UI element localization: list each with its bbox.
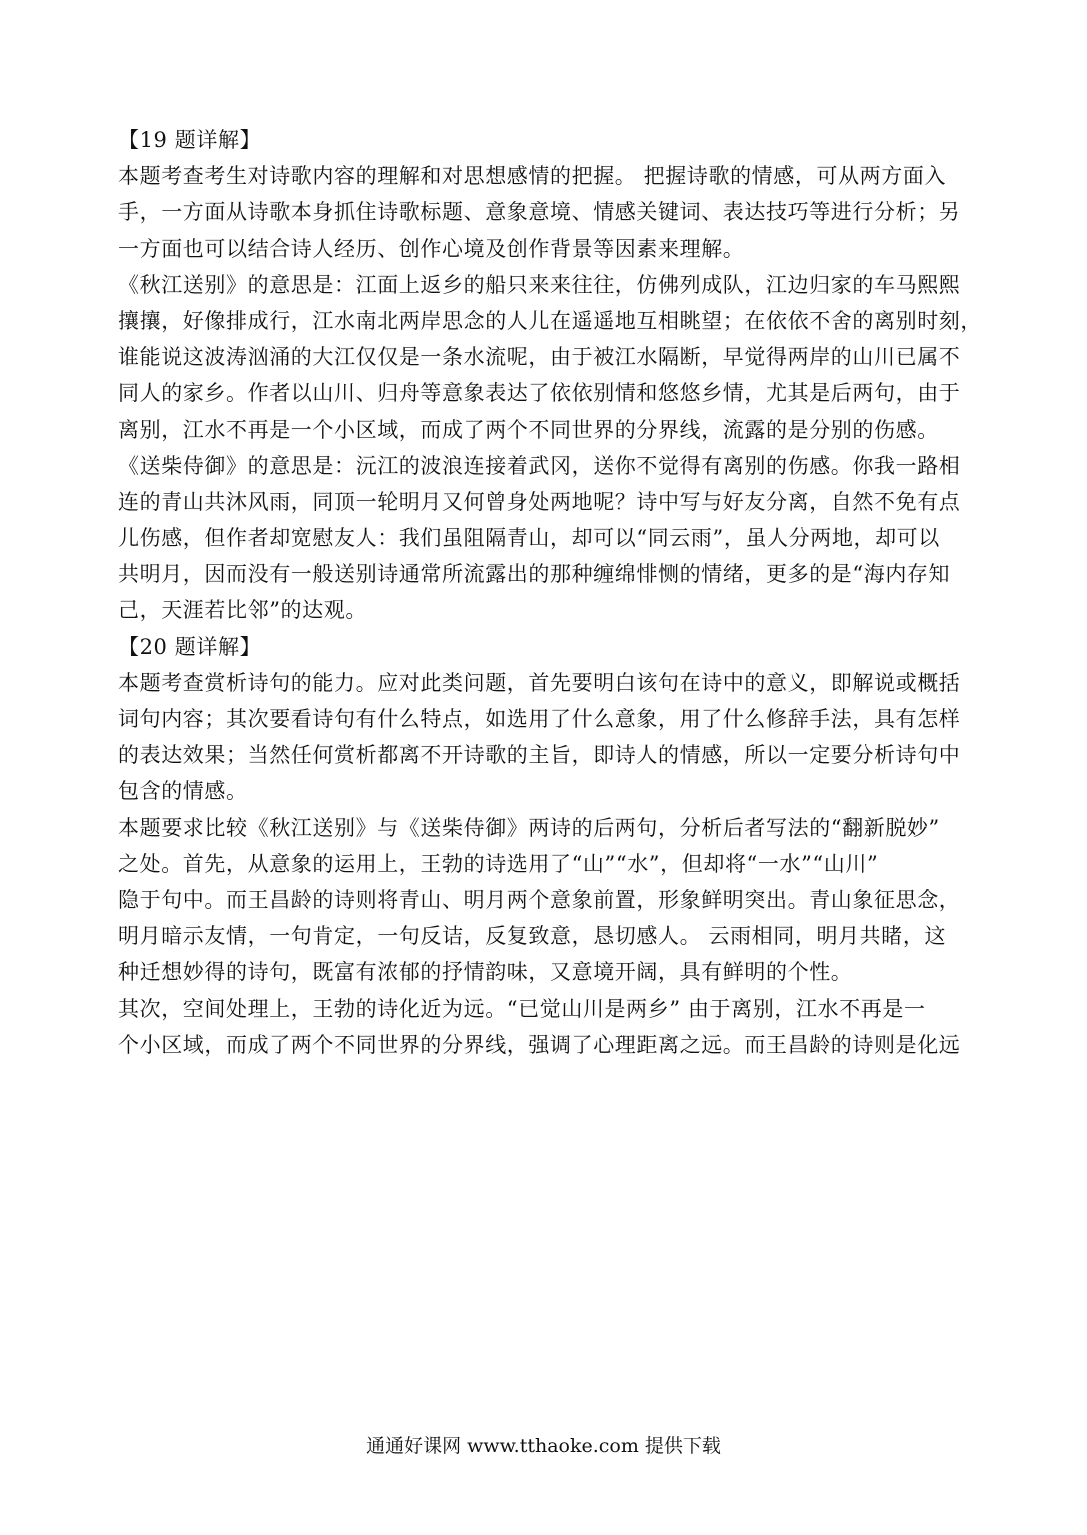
text-line: 本题考查赏析诗句的能力。应对此类问题，首先要明白该句在诗中的意义，即解说或概括	[118, 670, 961, 695]
text-line: 本题要求比较《秋江送别》与《送柴侍御》两诗的后两句，分析后者写法的“翻新脱妙”	[118, 815, 940, 840]
section-heading-20: 【20 题详解】	[118, 634, 262, 659]
text-line: 《送柴侍御》的意思是：沅江的波浪连接着武冈，送你不觉得有离别的伤感。你我一路相	[118, 453, 961, 478]
text-line: 同人的家乡。作者以山川、归舟等意象表达了依依别情和悠悠乡情，尤其是后两句，由于	[118, 381, 961, 406]
text-line: 种迁想妙得的诗句，既富有浓郁的抒情韵味，又意境开阔，具有鲜明的个性。	[118, 960, 853, 985]
text-line: 儿伤感，但作者却宽慰友人：我们虽阻隔青山，却可以“同云雨”，虽人分两地，却可以	[118, 526, 940, 551]
text-line: 攘攘，好像排成行，江水南北两岸思念的人儿在遥遥地互相眺望；在依依不舍的离别时刻，	[118, 308, 982, 333]
text-line: 包含的情感。	[118, 779, 248, 804]
text-line: 词句内容；其次要看诗句有什么特点，如选用了什么意象，用了什么修辞手法，具有怎样	[118, 707, 961, 731]
text-line: 离别，江水不再是一个小区域，而成了两个不同世界的分界线，流露的是分别的伤感。	[118, 417, 939, 442]
document-body	[118, 122, 982, 1063]
text-line: 本题考查考生对诗歌内容的理解和对思想感情的把握。 把握诗歌的情感，可从两方面入	[118, 164, 947, 189]
text-line: 手，一方面从诗歌本身抓住诗歌标题、意象意境、情感关键词、表达技巧等进行分析；另	[118, 200, 961, 225]
text-line: 明月暗示友情，一句肯定，一句反诘，反复致意，恳切感人。 云雨相同，明月共睹，这	[118, 924, 947, 949]
text-line: 个小区域，而成了两个不同世界的分界线，强调了心理距离之远。而王昌龄的诗则是化远	[118, 1032, 961, 1057]
text-line: 一方面也可以结合诗人经历、创作心境及创作背景等因素来理解。	[118, 236, 745, 261]
page-footer: 通通好课网 www.tthaoke.com 提供下载	[366, 1435, 721, 1457]
text-line: 的表达效果；当然任何赏析都离不开诗歌的主旨，即诗人的情感，所以一定要分析诗句中	[118, 743, 961, 768]
text-line: 己，天涯若比邻”的达观。	[118, 598, 367, 623]
text-line: 共明月，因而没有一般送别诗通常所流露出的那种缠绵悱恻的情绪，更多的是“海内存知	[118, 562, 951, 587]
text-line: 隐于句中。而王昌龄的诗则将青山、明月两个意象前置，形象鲜明突出。青山象征思念，	[118, 887, 961, 912]
section-heading-19: 【19 题详解】	[118, 128, 262, 152]
text-line: 之处。首先，从意象的运用上，王勃的诗选用了“山”“水”，但却将“一水”“山川”	[118, 851, 879, 876]
text-line: 连的青山共沐风雨，同顶一轮明月又何曾身处两地呢？诗中写与好友分离，自然不免有点	[118, 489, 961, 514]
text-line: 谁能说这波涛汹涌的大江仅仅是一条水流呢，由于被江水隔断，早觉得两岸的山川已属不	[118, 345, 961, 370]
text-line: 其次，空间处理上，王勃的诗化近为远。“已觉山川是两乡” 由于离别，江水不再是一	[118, 996, 926, 1021]
text-line: 《秋江送别》的意思是：江面上返乡的船只来来往往，仿佛列成队，江边归家的车马熙熙	[118, 272, 961, 297]
